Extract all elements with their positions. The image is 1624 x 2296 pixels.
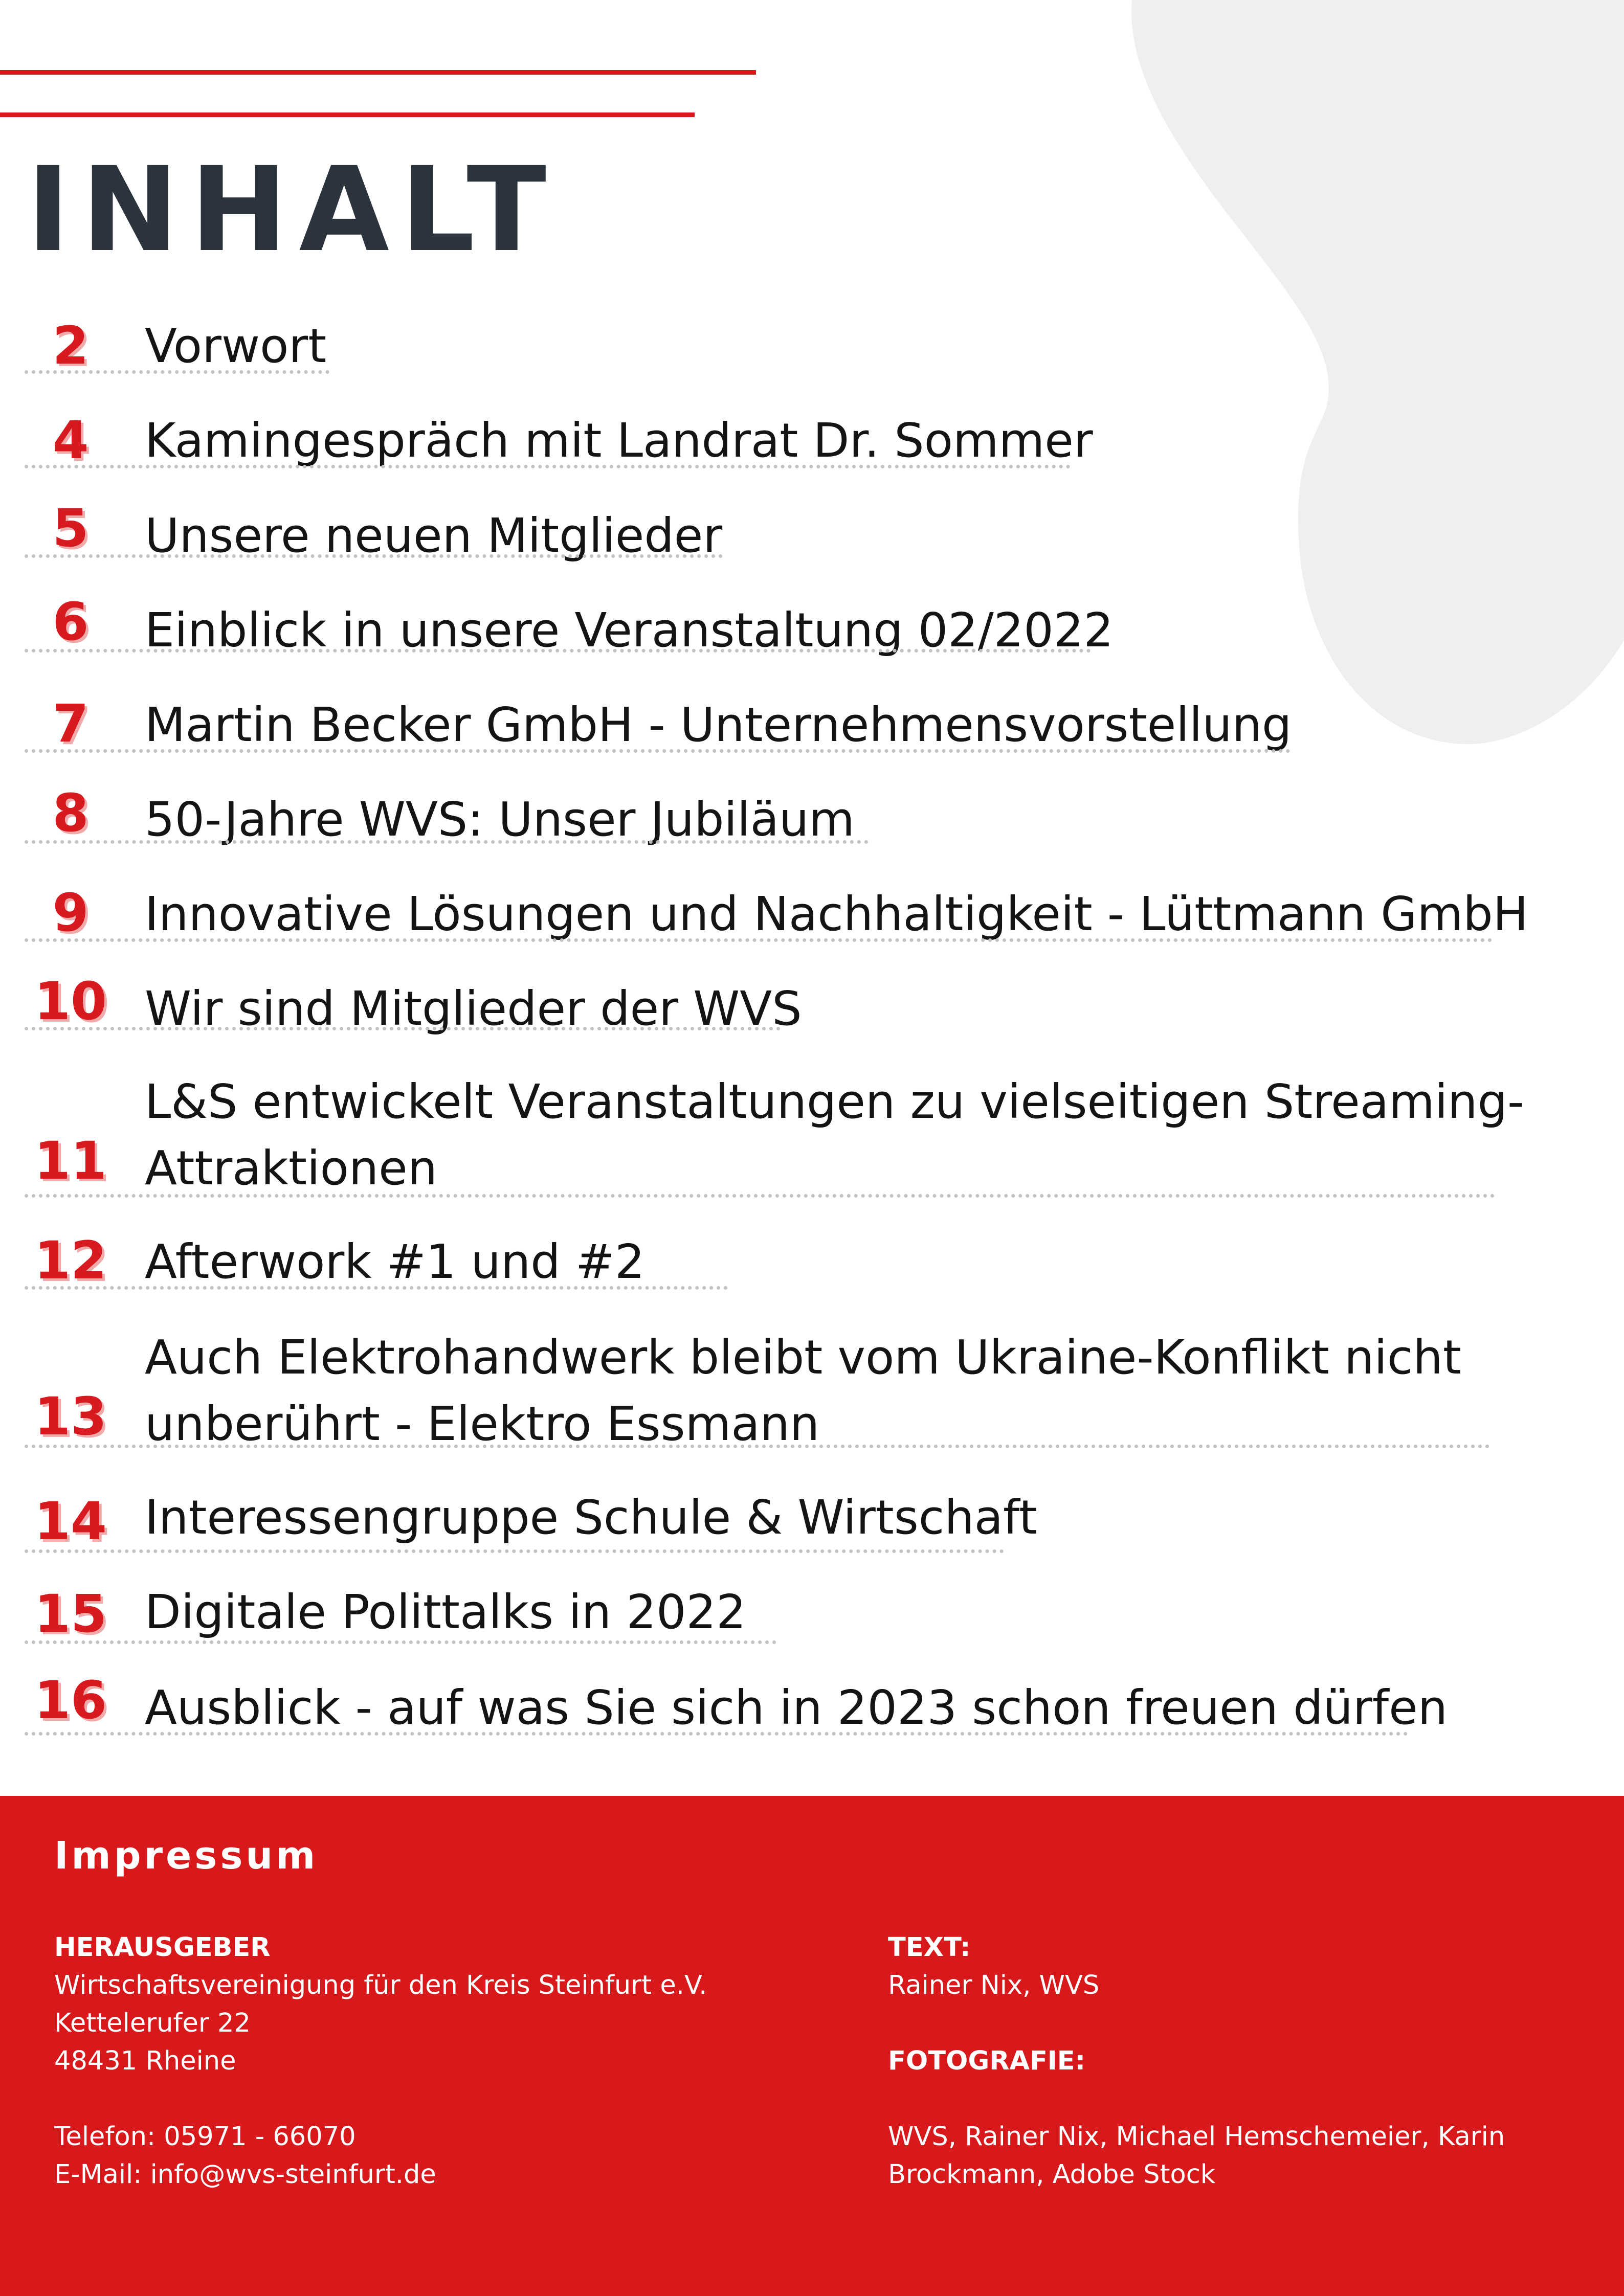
- toc-page-number: 4: [52, 410, 89, 471]
- page-title: INHALT: [27, 142, 558, 278]
- text-credit-value: Rainer Nix, WVS: [888, 1970, 1100, 2000]
- dotted-leader: [25, 1027, 781, 1030]
- dotted-leader: [25, 649, 1091, 652]
- toc-title: Kamingespräch mit Landrat Dr. Sommer: [145, 413, 1093, 468]
- toc-title-line2: unberührt - Elektro Essmann: [145, 1397, 820, 1451]
- credits-block: [888, 1929, 1568, 2194]
- publisher-block: [54, 1929, 707, 2194]
- dotted-leader: [25, 465, 1071, 468]
- toc-page-number: 14: [34, 1491, 107, 1552]
- dotted-leader: [25, 554, 723, 558]
- toc-page-number: 13: [34, 1386, 107, 1447]
- toc-page-number: 11: [34, 1131, 107, 1191]
- toc-title: Vorwort: [145, 319, 327, 373]
- toc-title: Martin Becker GmbH - Unternehmensvorstellung: [145, 697, 1292, 752]
- toc-title: Interessengruppe Schule & Wirtschaft: [145, 1490, 1037, 1545]
- toc-page-number: 9: [52, 883, 89, 943]
- toc-title-line2: Attraktionen: [145, 1141, 438, 1196]
- toc-page-number: 7: [52, 693, 89, 754]
- dotted-leader: [25, 1640, 776, 1644]
- publisher-label: HERAUSGEBER: [54, 1932, 271, 1963]
- publisher-street: Kettelerufer 22: [54, 2008, 251, 2038]
- impressum-heading: Impressum: [54, 1834, 319, 1878]
- dotted-leader: [25, 1549, 1004, 1553]
- dotted-leader: [25, 1445, 1490, 1448]
- toc-title: 50-Jahre WVS: Unser Jubiläum: [145, 792, 855, 847]
- dotted-leader: [25, 1194, 1495, 1198]
- dotted-leader: [25, 840, 869, 844]
- toc-page-number: 10: [34, 971, 107, 1032]
- toc-title: Wir sind Mitglieder der WVS: [145, 981, 802, 1036]
- toc-title: Digitale Polittalks in 2022: [145, 1585, 746, 1639]
- toc-title: Ausblick - auf was Sie sich in 2023 schon freuen dürfen: [145, 1680, 1448, 1735]
- text-credit-label: TEXT:: [888, 1932, 971, 1963]
- publisher-city: 48431 Rheine: [54, 2046, 236, 2076]
- toc-page-number: 8: [52, 783, 89, 844]
- publisher-phone: Telefon: 05971 - 66070: [54, 2122, 356, 2152]
- toc-title: Afterwork #1 und #2: [145, 1234, 645, 1289]
- impressum-footer: [0, 1796, 1624, 2296]
- toc-title-line1: Auch Elektrohandwerk bleibt vom Ukraine-Konflikt nicht: [145, 1330, 1461, 1385]
- dotted-leader: [25, 1286, 728, 1290]
- photo-credit-line1: WVS, Rainer Nix, Michael Hemschemeier, Karin: [888, 2122, 1505, 2152]
- toc-page-number: 5: [52, 498, 89, 559]
- dotted-leader: [25, 938, 1493, 942]
- photo-credit-line2: Brockmann, Adobe Stock: [888, 2159, 1216, 2190]
- dotted-leader: [25, 749, 1291, 753]
- dotted-leader: [25, 1732, 1408, 1736]
- dotted-leader: [25, 370, 329, 374]
- toc-page-number: 12: [34, 1230, 107, 1291]
- toc-page-number: 15: [34, 1584, 107, 1645]
- photo-credit-label: FOTOGRAFIE:: [888, 2046, 1085, 2076]
- toc-title: Einblick in unsere Veranstaltung 02/2022: [145, 603, 1114, 658]
- toc-page-number: 2: [52, 316, 89, 376]
- publisher-email[interactable]: E-Mail: info@wvs-steinfurt.de: [54, 2159, 436, 2190]
- spacer: [888, 2005, 1568, 2042]
- spacer: [54, 2080, 707, 2118]
- toc-title: Innovative Lösungen und Nachhaltigkeit - Lüttmann GmbH: [145, 887, 1528, 941]
- toc-page-number: 16: [34, 1670, 107, 1731]
- toc-title: Unsere neuen Mitglieder: [145, 508, 723, 563]
- spacer: [888, 2080, 1568, 2118]
- toc-page-number: 6: [52, 592, 89, 652]
- toc-title-line1: L&S entwickelt Veranstaltungen zu vielseitigen Streaming-: [145, 1074, 1525, 1129]
- publisher-name: Wirtschaftsvereinigung für den Kreis Steinfurt e.V.: [54, 1970, 707, 2000]
